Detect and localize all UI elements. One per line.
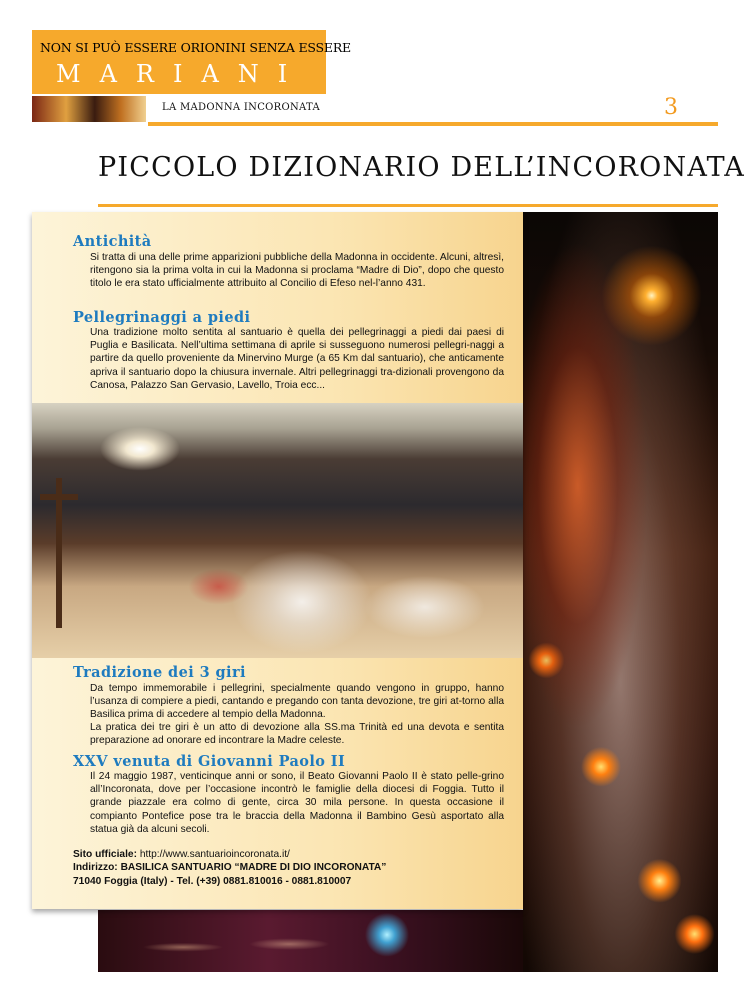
address-line xyxy=(73,861,513,874)
header-tagline: NON SI PUÒ ESSERE ORIONINI SENZA ESSERE xyxy=(40,40,351,55)
crucifix-shape xyxy=(56,478,62,628)
page-title: PICCOLO DIZIONARIO DELL’INCORONATA xyxy=(98,152,745,183)
website-line xyxy=(73,848,513,861)
header-rule xyxy=(148,122,718,126)
header-madonna-thumbnail xyxy=(32,96,146,122)
heading-giovanni-paolo: XXV venuta di Giovanni Paolo II xyxy=(73,753,346,770)
address-label: Indirizzo: xyxy=(73,862,118,874)
contact-block xyxy=(73,848,513,888)
basilica-mass-photo xyxy=(32,403,523,658)
heading-pellegrinaggi: Pellegrinaggi a piedi xyxy=(73,309,251,326)
crowd-candles-photo xyxy=(98,910,523,972)
header-brand: MARIANI xyxy=(56,60,307,88)
website-label: Sito ufficiale: xyxy=(73,849,137,860)
page-number: 3 xyxy=(664,95,678,120)
city-phone-line: 71040 Foggia (Italy) - Tel. (+39) 0881.810016 - 0881.810007 xyxy=(73,875,352,887)
body-pellegrinaggi: Una tradizione molto sentita al santuario è quella dei pellegrinaggi a piedi dai paesi di Puglia e Basilicata. Nell’ultima settimana di aprile si susseguono numerosi pellegri-naggi a partire da quello proveniente da Minervino Murge (a 65 Km dal santuario), che anticamente apriva il santuario dopo la chiusura invernale. Altri pellegrinaggi tra-dizionali provengono da Canosa, Palazzo San Gervasio, Lavello, Troia ecc... xyxy=(90,327,504,391)
title-rule xyxy=(98,204,718,207)
website-link[interactable]: http://www.santuarioincoronata.it/ xyxy=(139,849,290,860)
body-tre-giri: Da tempo immemorabile i pellegrini, specialmente quando vengono in gruppo, hanno l’usanza di compiere a piedi, cantando e pregando con tanta devozione, tre giri at-torno alla Basilica prima di accedere al tempio della Madonna. xyxy=(90,683,504,721)
heading-antichita: Antichità xyxy=(73,233,152,250)
address-value: BASILICA SANTUARIO “MADRE DI DIO INCORONATA” xyxy=(120,862,387,874)
crucifix-bar-shape xyxy=(40,494,78,500)
section-label: LA MADONNA INCORONATA xyxy=(162,102,320,113)
heading-tre-giri: Tradizione dei 3 giri xyxy=(73,664,246,681)
body-tre-giri-2: La pratica dei tre giri è un atto di devozione alla SS.ma Trinità ed una devota e sentita preparazione ad onorare ed incontrare la Madre celeste. xyxy=(90,722,504,747)
body-giovanni-paolo: Il 24 maggio 1987, venticinque anni or sono, il Beato Giovanni Paolo II è stato pelle-grino all’Incoronata, dove per l’occasione incontrò le famiglie della diocesi di Foggia. Tutto il grande piazzale era colmo di gente, circa 30 mila persone. In questa occasione il compianto Pontefice pose tra le braccia della Madonna il Bambino Gesù asportato alla statua già da alcuni secoli. xyxy=(90,771,504,835)
body-antichita: Si tratta di una delle prime apparizioni pubbliche della Madonna in occidente. Alcuni, altresì, ritengono sia la prima volta in cui la Madonna si proclama “Madre di Dio”, dopo che questo titolo le era stato ufficialmente attribuito al Concilio di Efeso nel-l’anno 431. xyxy=(90,252,504,290)
night-procession-photo xyxy=(523,212,718,972)
